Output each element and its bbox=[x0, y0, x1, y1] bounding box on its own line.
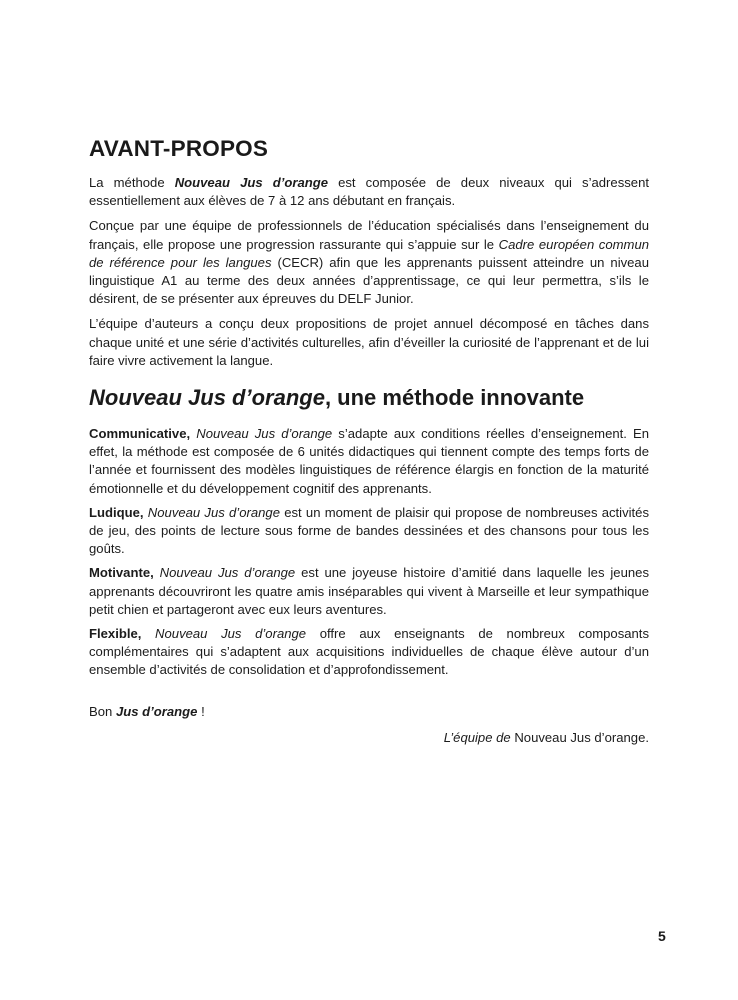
brand-title: Nouveau Jus d’orange bbox=[155, 626, 307, 642]
brand-title: Nouveau Jus d’orange bbox=[174, 175, 329, 190]
intro-paragraph-1 bbox=[89, 174, 649, 210]
signature-rest: Nouveau Jus d’orange. bbox=[510, 730, 649, 745]
feature-text: s’adapte aux conditions réelles d’enseignement. En effet, la méthode est composée de 6 unités didactiques qui tiennent compte des temps forts de l’année et fournissent des modèles linguistiques de référence élargis en fonction de la maturité émotionnelle et du développement cognitif des apprenants. bbox=[89, 426, 650, 496]
text-span: Bon bbox=[89, 704, 116, 719]
features-block bbox=[89, 425, 649, 686]
feature-lead: Flexible, bbox=[89, 626, 142, 642]
feature-lead: Communicative, bbox=[89, 426, 191, 441]
feature-lead: Ludique, bbox=[89, 504, 144, 520]
feature-paragraph-motivante bbox=[89, 564, 649, 619]
feature-paragraph-communicative bbox=[89, 425, 649, 498]
feature-paragraph-flexible bbox=[89, 625, 649, 680]
page-number: 5 bbox=[658, 928, 666, 944]
signature-italic: L’équipe de bbox=[443, 730, 511, 745]
section-heading-italic: Nouveau Jus d’orange bbox=[89, 385, 325, 410]
section-heading-rest: , une méthode innovante bbox=[324, 385, 585, 410]
feature-text: est une joyeuse histoire d’amitié dans laquelle les jeunes apprenants découvriront les quatre amis inséparables qui vivent à Marseille et leur sympathique petit chien et partageront avec eux leurs aventures. bbox=[89, 565, 649, 617]
section-heading bbox=[89, 385, 584, 411]
page-title: AVANT-PROPOS bbox=[89, 136, 269, 161]
feature-paragraph-ludique bbox=[89, 504, 649, 559]
feature-text: est un moment de plaisir qui propose de nombreuses activités de jeu, des points de lecture sous forme de bandes dessinées et des chansons pour tous les goûts. bbox=[89, 504, 650, 557]
intro-block bbox=[89, 174, 649, 377]
feature-lead: Motivante, bbox=[89, 565, 154, 581]
text-span: La méthode bbox=[89, 175, 175, 190]
brand-title: Jus d’orange bbox=[115, 704, 198, 719]
text-span: (CECR) afin que les apprenants puissent atteindre un niveau linguistique A1 au terme des deux années d’apprentissage, ce qui leur permettra, s’ils le désirent, de se présenter aux épreuves du DELF Junior. bbox=[89, 254, 650, 307]
intro-paragraph-2 bbox=[89, 217, 649, 308]
feature-text: offre aux enseignants de nombreux composants complémentaires qui s’adaptent aux acquisitions individuelles de chaque élève autour d’un ensemble d’activités de consolidation et d’approfondissement. bbox=[89, 626, 649, 678]
intro-paragraph-3: L’équipe d’auteurs a conçu deux propositions de projet annuel décomposé en tâches dans chaque unité et une série d’activités culturelles, afin d’éveiller la curiosité de l’apprenant et de lui faire vivre activement la langue. bbox=[89, 316, 649, 368]
text-span: est composée de deux niveaux qui s’adressent essentiellement aux élèves de 7 à 12 ans débutant en français. bbox=[89, 175, 649, 209]
brand-title: Nouveau Jus d’orange bbox=[159, 565, 296, 581]
closing-greeting bbox=[89, 703, 649, 721]
closing-line bbox=[89, 703, 649, 721]
signature bbox=[444, 729, 649, 747]
text-span: Conçue par une équipe de professionnels de l’éducation spécialisés dans l’enseignement du français, elle propose une progression rassurante qui s’appuie sur le bbox=[89, 218, 649, 252]
brand-title: Nouveau Jus d’orange bbox=[196, 426, 333, 441]
brand-title: Nouveau Jus d’orange bbox=[147, 504, 280, 520]
reference-title: Cadre européen commun de référence pour les langues bbox=[89, 236, 650, 270]
text-span: ! bbox=[197, 704, 205, 719]
